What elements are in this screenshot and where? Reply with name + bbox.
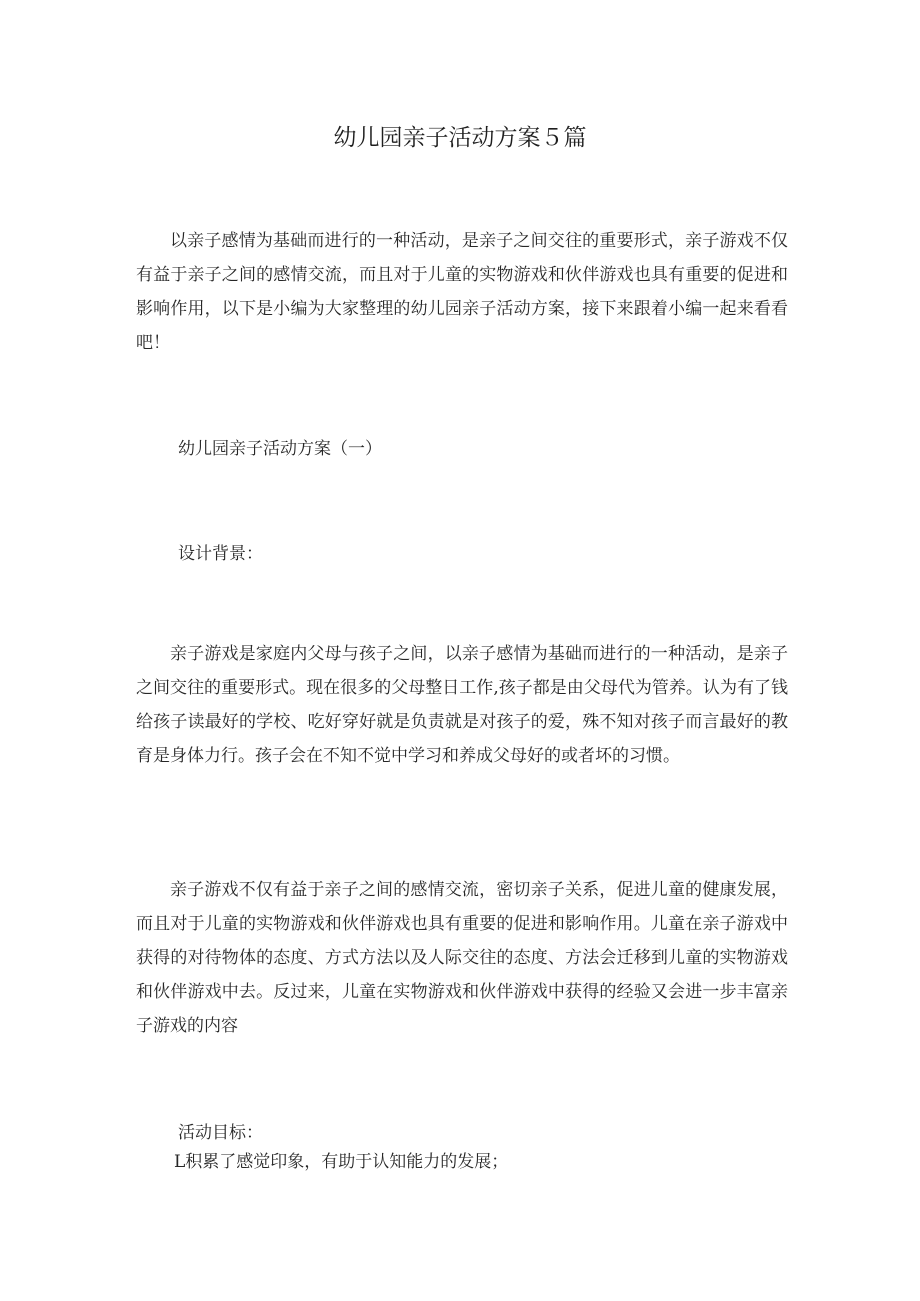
intro-paragraph: 以亲子感情为基础而进行的一种活动，是亲子之间交往的重要形式，亲子游戏不仅有益于亲子之间的感情交流，而且对于儿童的实物游戏和伙伴游戏也具有重要的促进和影响作用，以下是小编为大家整理的幼儿园亲子活动方案，接下来跟着小编一起来看看吧！: [136, 231, 788, 353]
background-paragraph-1: 亲子游戏是家庭内父母与孩子之间，以亲子感情为基础而进行的一种活动，是亲子之间交往的重要形式。现在很多的父母整日工作,孩子都是由父母代为管养。认为有了钱给孩子读最好的学校、吃好穿好就是负责就是对孩子的爱，殊不知对孩子而言最好的教育是身体力行。孩子会在不知不觉中学习和养成父母好的或者坏的习惯。: [136, 644, 788, 766]
goal-item-1: L积累了感觉印象，有助于认知能力的发展；: [174, 1152, 509, 1172]
document-title: 幼儿园亲子活动方案５篇: [333, 125, 587, 151]
goals-label: 活动目标：: [178, 1123, 263, 1143]
section-heading: 幼儿园亲子活动方案（一）: [178, 439, 382, 459]
background-paragraph-2: 亲子游戏不仅有益于亲子之间的感情交流，密切亲子关系，促进儿童的健康发展，而且对于儿童的实物游戏和伙伴游戏也具有重要的促进和影响作用。儿童在亲子游戏中获得的对待物体的态度、方式方法以及人际交往的态度、方法会迁移到儿童的实物游戏和伙伴游戏中去。反过来，儿童在实物游戏和伙伴游戏中获得的经验又会进一步丰富亲子游戏的内容: [136, 880, 788, 1036]
design-background-label: 设计背景：: [178, 544, 263, 564]
